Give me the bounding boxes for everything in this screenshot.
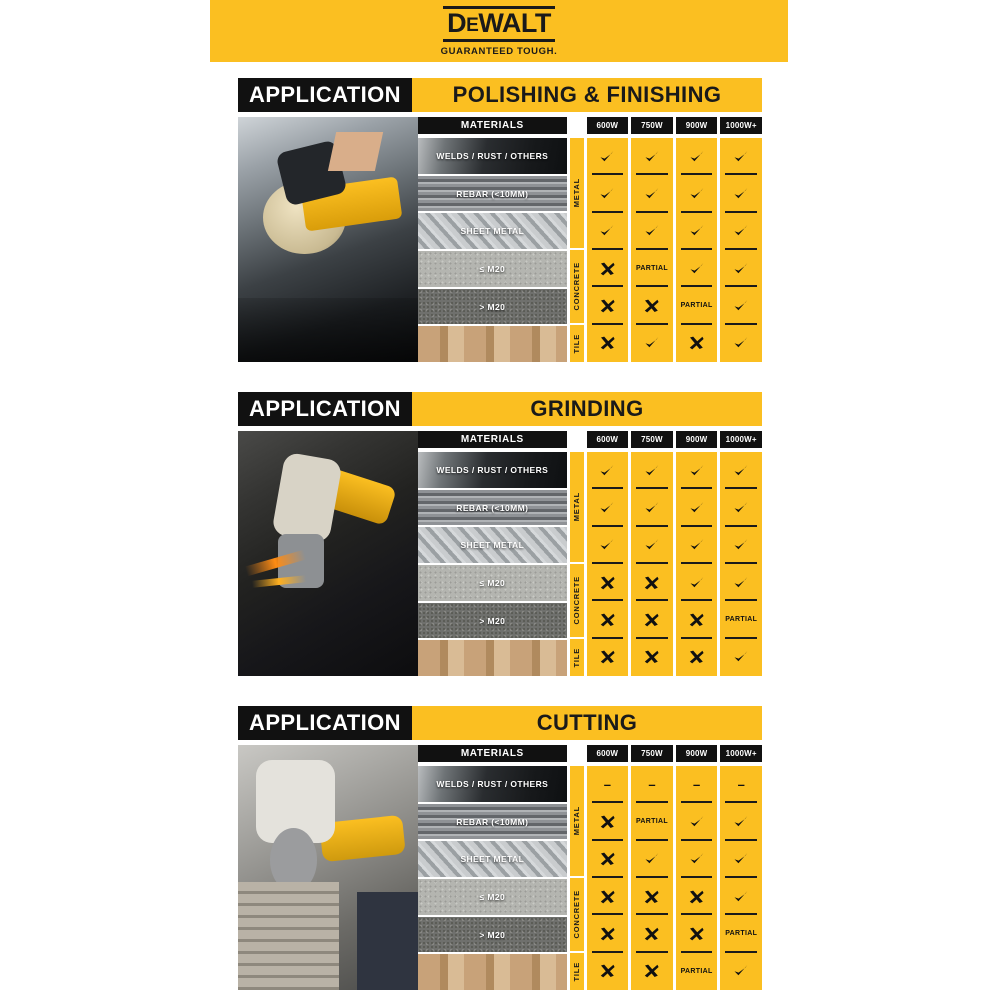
- section-body: [238, 745, 762, 990]
- material-row: [418, 841, 567, 877]
- category-header-spacer: [570, 117, 584, 134]
- brand-tagline: GUARANTEED TOUGH.: [440, 45, 558, 57]
- rating-cell: [631, 250, 673, 287]
- category-column: [570, 452, 584, 676]
- check-icon: [733, 538, 749, 552]
- cross-icon: [600, 852, 615, 866]
- wattage-column-600w: [587, 766, 629, 990]
- material-thumbnail: [418, 954, 567, 990]
- check-icon: [644, 852, 660, 866]
- wattage-column-750w: [631, 138, 673, 362]
- check-icon: [644, 538, 660, 552]
- rating-cell: [631, 138, 673, 175]
- cross-icon: [644, 927, 659, 941]
- category-label: METAL: [572, 178, 582, 208]
- dash-icon: –: [603, 777, 611, 793]
- check-icon: [644, 501, 660, 515]
- rating-cell: [676, 953, 718, 990]
- category-concrete: [570, 250, 584, 323]
- check-icon: [689, 150, 705, 164]
- table-body: [418, 766, 762, 990]
- rating-cell: [676, 287, 718, 324]
- material-row: [418, 326, 567, 362]
- material-row: [418, 565, 567, 601]
- check-icon: [689, 538, 705, 552]
- rating-cell: [720, 564, 762, 601]
- check-icon: [644, 187, 660, 201]
- category-tile: [570, 639, 584, 676]
- rating-cell: [631, 213, 673, 250]
- check-icon: [689, 262, 705, 276]
- cross-icon: [600, 613, 615, 627]
- category-tile: [570, 953, 584, 990]
- application-label: APPLICATION: [238, 392, 412, 426]
- check-icon: [733, 464, 749, 478]
- cross-icon: [644, 890, 659, 904]
- material-row: [418, 452, 567, 488]
- category-concrete: [570, 564, 584, 637]
- material-row: [418, 527, 567, 563]
- cross-icon: [600, 815, 615, 829]
- wattage-header-900w: 900W: [676, 745, 718, 762]
- rating-cell: [587, 803, 629, 840]
- material-label: REBAR (<10MM): [456, 502, 529, 513]
- wattage-header-1000wplus: 1000W+: [720, 431, 762, 448]
- wattage-column-900w: [676, 452, 718, 676]
- materials-column: [418, 766, 567, 990]
- section-header: [238, 706, 762, 740]
- material-row: [418, 289, 567, 325]
- category-label: CONCRETE: [572, 262, 582, 311]
- wattage-column-750w: [631, 766, 673, 990]
- wattage-header-900w: 900W: [676, 117, 718, 134]
- rating-cell: [587, 766, 629, 803]
- cross-icon: [600, 890, 615, 904]
- cross-icon: [600, 299, 615, 313]
- cross-icon: [600, 927, 615, 941]
- material-label: > M20: [479, 301, 506, 312]
- section-polishing: [238, 78, 762, 362]
- material-label: REBAR (<10MM): [456, 816, 529, 827]
- section-title: GRINDING: [412, 392, 762, 426]
- grinder-cutting-stone-photo: [238, 745, 418, 990]
- rating-cell: [720, 841, 762, 878]
- rating-cell: [720, 175, 762, 212]
- rating-cell: [720, 489, 762, 526]
- check-icon: [689, 187, 705, 201]
- material-label: ≤ M20: [479, 891, 506, 902]
- table-body: [418, 452, 762, 676]
- check-icon: [689, 464, 705, 478]
- rating-cell: [720, 138, 762, 175]
- rating-cell: [676, 803, 718, 840]
- rating-cell: [631, 915, 673, 952]
- compatibility-table: [418, 431, 762, 676]
- rating-cell: [631, 878, 673, 915]
- rating-cell: [587, 564, 629, 601]
- partial-label: PARTIAL: [725, 930, 758, 938]
- rating-cell: [631, 489, 673, 526]
- cross-icon: [600, 650, 615, 664]
- rating-cell: [676, 138, 718, 175]
- category-concrete: [570, 878, 584, 951]
- check-icon: [733, 890, 749, 904]
- rating-cell: [587, 452, 629, 489]
- rating-cell: [587, 325, 629, 362]
- wattage-column-600w: [587, 452, 629, 676]
- category-tile: [570, 325, 584, 362]
- category-metal: [570, 766, 584, 876]
- material-row: [418, 490, 567, 526]
- rating-cell: [676, 564, 718, 601]
- dash-icon: –: [737, 777, 745, 793]
- section-body: [238, 431, 762, 676]
- partial-label: PARTIAL: [725, 616, 758, 624]
- material-thumbnail: [418, 326, 567, 362]
- wattage-header-750w: 750W: [631, 745, 673, 762]
- rating-cell: [676, 213, 718, 250]
- rating-cell: [676, 766, 718, 803]
- table-body: [418, 138, 762, 362]
- wattage-column-1000wplus: [720, 452, 762, 676]
- cross-icon: [689, 890, 704, 904]
- rating-cell: [631, 841, 673, 878]
- rating-cell: [720, 878, 762, 915]
- rating-cell: [720, 325, 762, 362]
- wattage-header-750w: 750W: [631, 117, 673, 134]
- material-row: [418, 251, 567, 287]
- wattage-header-750w: 750W: [631, 431, 673, 448]
- rating-cell: [587, 287, 629, 324]
- cross-icon: [600, 964, 615, 978]
- check-icon: [689, 852, 705, 866]
- category-label: METAL: [572, 492, 582, 522]
- check-icon: [733, 336, 749, 350]
- rating-cell: [676, 452, 718, 489]
- rating-cell: [676, 639, 718, 676]
- wattage-column-600w: [587, 138, 629, 362]
- material-label: ≤ M20: [479, 263, 506, 274]
- rating-cell: [587, 601, 629, 638]
- material-label: REBAR (<10MM): [456, 188, 529, 199]
- rating-cell: [587, 841, 629, 878]
- rating-cell: [676, 250, 718, 287]
- material-label: SHEET METAL: [460, 226, 525, 237]
- rating-cell: [587, 213, 629, 250]
- category-metal: [570, 138, 584, 248]
- section-title: CUTTING: [412, 706, 762, 740]
- rating-cell: [631, 803, 673, 840]
- check-icon: [733, 224, 749, 238]
- rating-cell: [631, 564, 673, 601]
- rating-cell: [676, 175, 718, 212]
- rating-cell: [720, 213, 762, 250]
- cross-icon: [689, 613, 704, 627]
- rating-cell: [720, 766, 762, 803]
- material-label: > M20: [479, 929, 506, 940]
- cross-icon: [644, 299, 659, 313]
- check-icon: [599, 501, 615, 515]
- check-icon: [733, 576, 749, 590]
- material-label: SHEET METAL: [460, 540, 525, 551]
- partial-label: PARTIAL: [635, 265, 668, 273]
- dewalt-brand-header: [210, 0, 788, 62]
- rating-cell: [676, 878, 718, 915]
- section-header: [238, 392, 762, 426]
- category-label: TILE: [572, 333, 582, 354]
- material-thumbnail: [418, 640, 567, 676]
- material-row: [418, 138, 567, 174]
- check-icon: [733, 650, 749, 664]
- category-label: TILE: [572, 647, 582, 668]
- partial-label: PARTIAL: [680, 302, 713, 310]
- wattage-header-600w: 600W: [587, 745, 629, 762]
- check-icon: [599, 538, 615, 552]
- check-icon: [733, 815, 749, 829]
- material-label: WELDS / RUST / OTHERS: [436, 778, 549, 789]
- check-icon: [599, 150, 615, 164]
- rating-cell: [587, 250, 629, 287]
- material-row: [418, 917, 567, 953]
- rating-cell: [631, 287, 673, 324]
- partial-label: PARTIAL: [680, 967, 713, 975]
- material-label: WELDS / RUST / OTHERS: [436, 150, 549, 161]
- rating-cell: [676, 841, 718, 878]
- rating-cell: [720, 953, 762, 990]
- angle-grinder-sparks-photo: [238, 431, 418, 676]
- cross-icon: [644, 964, 659, 978]
- category-column: [570, 766, 584, 990]
- rating-cell: [587, 138, 629, 175]
- category-header-spacer: [570, 431, 584, 448]
- check-icon: [689, 576, 705, 590]
- rating-cell: [720, 803, 762, 840]
- rating-cell: [676, 527, 718, 564]
- wattage-column-900w: [676, 766, 718, 990]
- dash-icon: –: [692, 777, 701, 793]
- material-label: > M20: [479, 615, 506, 626]
- check-icon: [689, 501, 705, 515]
- material-row: [418, 213, 567, 249]
- cross-icon: [600, 262, 615, 276]
- check-icon: [644, 224, 660, 238]
- polisher-on-car-hood-photo: [238, 117, 418, 362]
- table-header-row: [418, 745, 762, 762]
- check-icon: [599, 224, 615, 238]
- rating-cell: [587, 527, 629, 564]
- table-header-row: [418, 117, 762, 134]
- partial-label: PARTIAL: [635, 818, 668, 826]
- rating-cell: [631, 325, 673, 362]
- material-row: [418, 176, 567, 212]
- material-row: [418, 603, 567, 639]
- check-icon: [644, 150, 660, 164]
- wattage-header-600w: 600W: [587, 431, 629, 448]
- check-icon: [733, 262, 749, 276]
- category-label: CONCRETE: [572, 576, 582, 625]
- table-header-row: [418, 431, 762, 448]
- rating-cell: [631, 527, 673, 564]
- rating-cell: [720, 287, 762, 324]
- brand-wordmark: DEWALT: [443, 6, 555, 42]
- rating-cell: [720, 250, 762, 287]
- check-icon: [733, 299, 749, 313]
- check-icon: [599, 464, 615, 478]
- cross-icon: [600, 336, 615, 350]
- dash-icon: –: [648, 777, 656, 793]
- rating-cell: [587, 915, 629, 952]
- cross-icon: [644, 613, 659, 627]
- rating-cell: [631, 766, 673, 803]
- material-row: [418, 804, 567, 840]
- wattage-column-1000wplus: [720, 138, 762, 362]
- check-icon: [733, 187, 749, 201]
- application-label: APPLICATION: [238, 706, 412, 740]
- compatibility-table: [418, 745, 762, 990]
- rating-cell: [587, 489, 629, 526]
- wattage-column-1000wplus: [720, 766, 762, 990]
- rating-cell: [720, 452, 762, 489]
- rating-cell: [631, 953, 673, 990]
- materials-header: MATERIALS: [418, 431, 567, 448]
- check-icon: [733, 964, 749, 978]
- wattage-column-750w: [631, 452, 673, 676]
- materials-column: [418, 138, 567, 362]
- check-icon: [644, 464, 660, 478]
- material-label: WELDS / RUST / OTHERS: [436, 464, 549, 475]
- rating-cell: [631, 639, 673, 676]
- material-label: ≤ M20: [479, 577, 506, 588]
- rating-cell: [676, 915, 718, 952]
- section-grinding: [238, 392, 762, 676]
- cross-icon: [689, 336, 704, 350]
- check-icon: [689, 815, 705, 829]
- check-icon: [733, 150, 749, 164]
- check-icon: [644, 336, 660, 350]
- rating-cell: [720, 601, 762, 638]
- wattage-header-900w: 900W: [676, 431, 718, 448]
- rating-cell: [631, 452, 673, 489]
- section-header: [238, 78, 762, 112]
- rating-cell: [720, 527, 762, 564]
- rating-cell: [720, 639, 762, 676]
- cross-icon: [600, 576, 615, 590]
- category-metal: [570, 452, 584, 562]
- rating-cell: [631, 601, 673, 638]
- rating-cell: [676, 325, 718, 362]
- cross-icon: [644, 650, 659, 664]
- rating-cell: [676, 489, 718, 526]
- rating-cell: [587, 639, 629, 676]
- materials-column: [418, 452, 567, 676]
- rating-cell: [587, 953, 629, 990]
- rating-cell: [587, 878, 629, 915]
- check-icon: [689, 224, 705, 238]
- check-icon: [733, 852, 749, 866]
- category-column: [570, 138, 584, 362]
- wattage-header-1000wplus: 1000W+: [720, 117, 762, 134]
- category-label: TILE: [572, 961, 582, 982]
- material-row: [418, 640, 567, 676]
- wattage-column-900w: [676, 138, 718, 362]
- section-title: POLISHING & FINISHING: [412, 78, 762, 112]
- rating-cell: [631, 175, 673, 212]
- application-label: APPLICATION: [238, 78, 412, 112]
- materials-header: MATERIALS: [418, 745, 567, 762]
- check-icon: [599, 187, 615, 201]
- category-label: METAL: [572, 806, 582, 836]
- category-header-spacer: [570, 745, 584, 762]
- rating-cell: [720, 915, 762, 952]
- section-body: [238, 117, 762, 362]
- wattage-header-1000wplus: 1000W+: [720, 745, 762, 762]
- cross-icon: [644, 576, 659, 590]
- category-label: CONCRETE: [572, 890, 582, 939]
- rating-cell: [676, 601, 718, 638]
- compatibility-table: [418, 117, 762, 362]
- material-row: [418, 954, 567, 990]
- material-label: SHEET METAL: [460, 854, 525, 865]
- section-cutting: [238, 706, 762, 990]
- rating-cell: [587, 175, 629, 212]
- cross-icon: [689, 927, 704, 941]
- materials-header: MATERIALS: [418, 117, 567, 134]
- cross-icon: [689, 650, 704, 664]
- material-row: [418, 766, 567, 802]
- wattage-header-600w: 600W: [587, 117, 629, 134]
- check-icon: [733, 501, 749, 515]
- material-row: [418, 879, 567, 915]
